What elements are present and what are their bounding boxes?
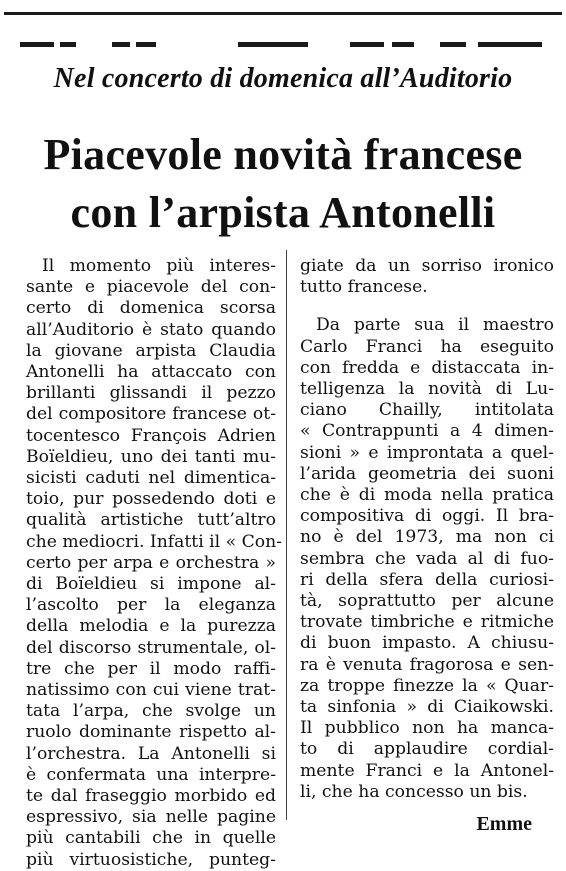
article-line: telligenza la novità di Lu- bbox=[300, 379, 554, 400]
header-dash bbox=[20, 42, 54, 47]
article-line: tutto francese. bbox=[300, 277, 428, 298]
article-line: che è di moda nella pratica bbox=[300, 485, 554, 506]
article-line: trovate timbriche e ritmiche bbox=[300, 612, 554, 633]
headline bbox=[0, 126, 566, 242]
article-line: ta sinfonia » di Ciaikowski. bbox=[300, 697, 554, 718]
header-dash bbox=[478, 42, 542, 47]
article-line: ruolo dominante rispetto al- bbox=[26, 722, 276, 743]
article-line: con fredda e distaccata in- bbox=[300, 357, 554, 378]
article-line: è confermata una interpre- bbox=[26, 764, 276, 785]
article-line: ciano Chailly, intitolata bbox=[300, 400, 554, 421]
article-line: tocentesco François Adrien bbox=[26, 425, 276, 446]
column-divider bbox=[286, 250, 287, 820]
article-line: Antonelli ha attaccato con bbox=[26, 362, 276, 383]
header-dash bbox=[136, 42, 156, 47]
article-line: del discorso strumentale, ol- bbox=[26, 637, 276, 658]
article-line: to di applaudire cordial- bbox=[300, 739, 554, 760]
article-line: sioni » e improntata a quel- bbox=[300, 442, 554, 463]
article-line: qualità artistiche tutt’altro bbox=[26, 510, 276, 531]
article-line: za troppe finezze la « Quar- bbox=[300, 675, 554, 696]
kicker: Nel concerto di domenica all’Auditorio bbox=[53, 63, 513, 94]
article-line: Il momento più interes- bbox=[42, 256, 276, 276]
article-line: che mediocri. Infatti il « Con- bbox=[26, 531, 282, 552]
article-line: ri della sfera della curiosi- bbox=[300, 569, 554, 590]
article-line: l’ascolto per la eleganza bbox=[26, 595, 276, 616]
article-line: toio, pur possedendo doti e bbox=[26, 489, 276, 510]
header-dash bbox=[238, 42, 308, 47]
article-line: tre che per il modo raffi- bbox=[26, 658, 276, 679]
header-dash bbox=[350, 42, 384, 47]
article-column-left bbox=[26, 256, 282, 871]
article-line: l’arida geometria dei suoni bbox=[300, 463, 554, 484]
article-line: sicisti caduti nel dimentica- bbox=[26, 468, 276, 489]
article-line: più virtuosistiche, punteg- bbox=[26, 849, 276, 870]
article-line: Carlo Franci ha eseguito bbox=[300, 336, 554, 357]
article-line: li, che ha concesso un bis. bbox=[300, 781, 528, 802]
article-line: « Contrappunti a 4 dimen- bbox=[300, 421, 554, 442]
article-line: mente Franci e la Antonel- bbox=[300, 760, 554, 781]
article-line: natissimo con cui viene trat- bbox=[26, 680, 276, 701]
header-dash bbox=[440, 42, 466, 47]
headline-line-1: Piacevole novità francese bbox=[43, 130, 523, 179]
article-line: l’orchestra. La Antonelli si bbox=[26, 743, 276, 764]
author-signature: Emme bbox=[476, 813, 532, 835]
article-line: Da parte sua il maestro bbox=[316, 315, 554, 336]
article-line: espressivo, sia nelle pagine bbox=[26, 807, 276, 828]
article-line: no è del 1973, ma non ci bbox=[300, 527, 554, 548]
article-paragraph-continuation bbox=[300, 256, 554, 298]
article-line: tata l’arpa, che svolge un bbox=[26, 701, 276, 722]
header-dash bbox=[112, 42, 130, 47]
headline-line-2: con l’arpista Antonelli bbox=[70, 188, 496, 237]
article-line: più cantabili che in quelle bbox=[26, 828, 276, 849]
article-line: Boïeldieu, uno dei tanti mu- bbox=[26, 446, 276, 467]
article-line: sembra che vada al di fuo- bbox=[300, 548, 554, 569]
article-line: di buon impasto. A chiusu- bbox=[300, 633, 554, 654]
article-column-right bbox=[300, 256, 554, 803]
article-line: Il pubblico non ha manca- bbox=[300, 718, 554, 739]
article-line: compositiva di oggi. Il bra- bbox=[300, 506, 554, 527]
article-paragraph-2 bbox=[300, 315, 554, 803]
article-line: brillanti glissandi il pezzo bbox=[26, 383, 276, 404]
article-line: giate da un sorriso ironico bbox=[300, 256, 554, 276]
header-dash bbox=[60, 42, 76, 47]
article-line: della melodia e la purezza bbox=[26, 616, 276, 637]
article-line: la giovane arpista Claudia bbox=[26, 340, 276, 361]
article-line: te dal fraseggio morbido ed bbox=[26, 786, 276, 807]
header-dash bbox=[392, 42, 414, 47]
article-line: certo per arpa e orchestra » bbox=[26, 552, 276, 573]
article-line: sante e piacevole del con- bbox=[26, 277, 276, 298]
top-rule bbox=[4, 12, 562, 15]
article-line: di Boïeldieu si impone al- bbox=[26, 574, 276, 595]
article-line: tà, soprattutto per alcune bbox=[300, 591, 554, 612]
article-line: ra è venuta fragorosa e sen- bbox=[300, 654, 554, 675]
article-line: certo di domenica scorsa bbox=[26, 298, 276, 319]
article-line: all’Auditorio è stato quando bbox=[26, 319, 276, 340]
article-line: del compositore francese ot- bbox=[26, 404, 276, 425]
